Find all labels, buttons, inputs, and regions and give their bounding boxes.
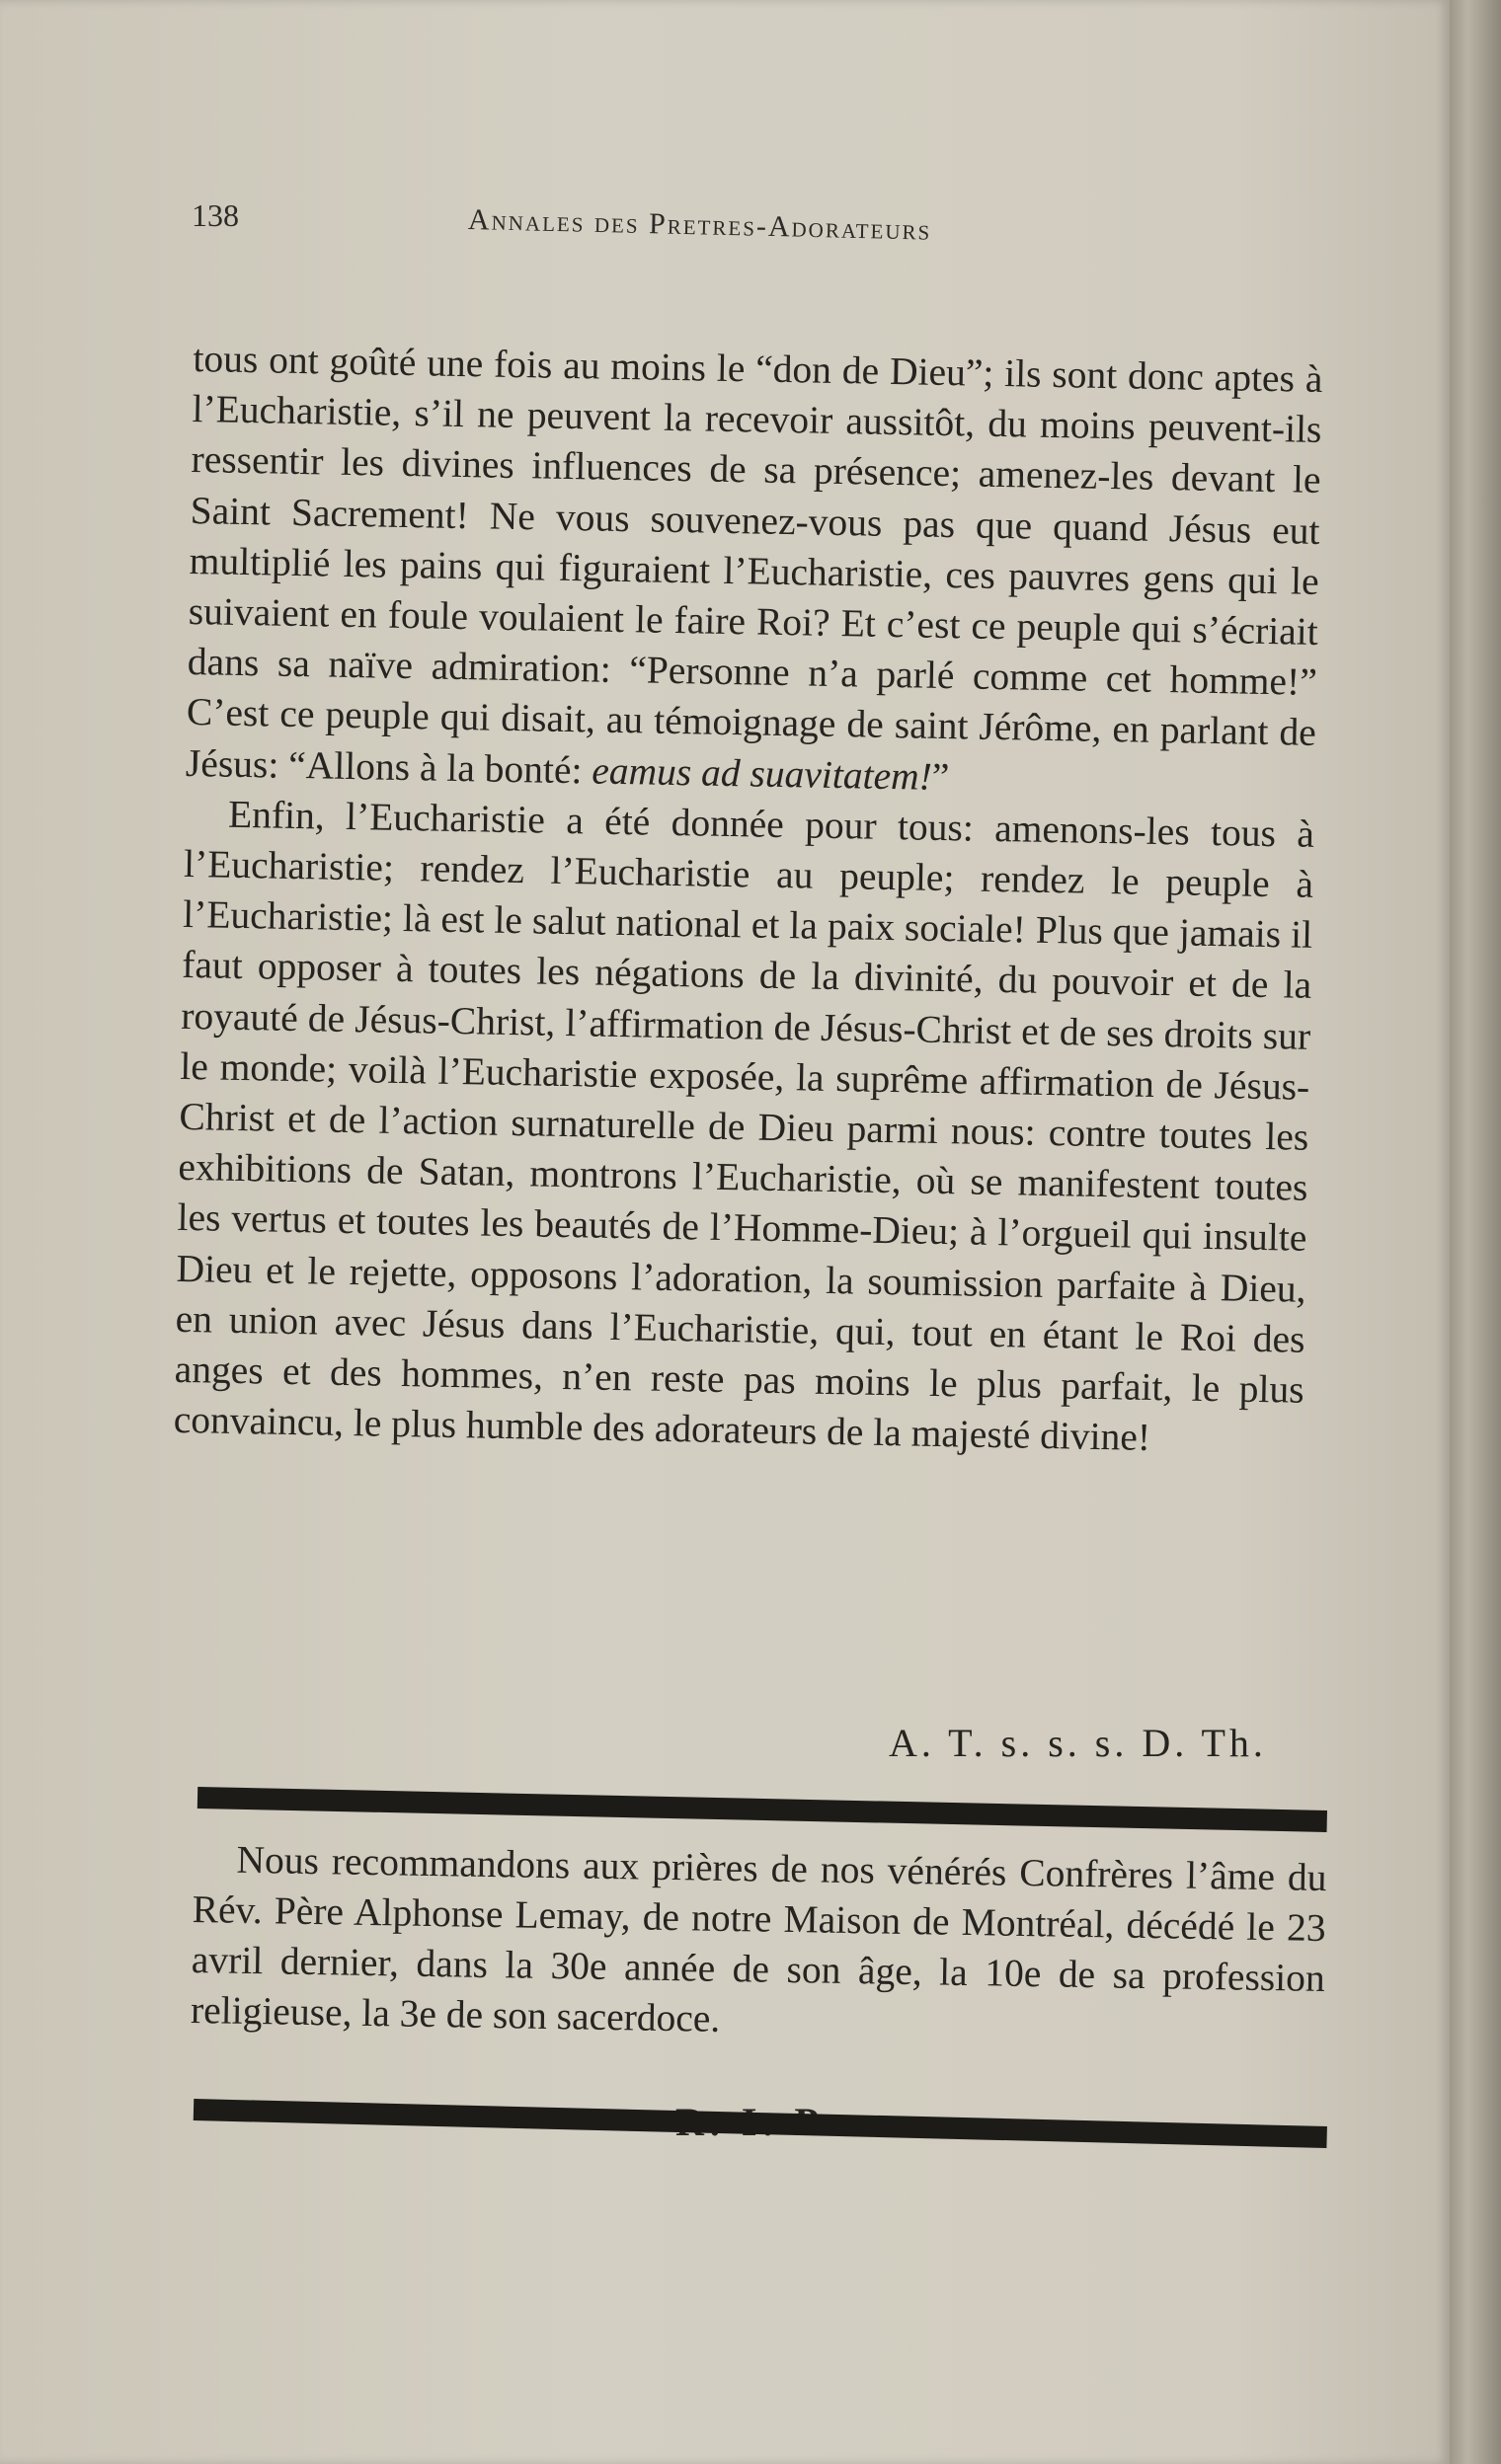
body-text — [173, 334, 1322, 1466]
paragraph: Enfin, l’Eucharistie a été donnée pour tous: amenons-les tous à l’Eucharistie; rendez l’Eucharistie au peuple; rendez le peuple à l’Eucharistie; là est le salut national et la paix sociale! Plus que jamais il faut opposer à toutes les négations de la divinité, du pouvoir et de la royauté de Jésus-Christ, l’affirmation de Jésus-Christ et de ses droits sur le monde; voilà l’Eucharistie exposée, la suprême affirmation de Jésus-Christ et de l’action surnaturelle de Dieu parmi nous: contre toutes les exhibitions de Satan, montrons l’Eucharistie, où se manifestent toutes les vertus et toutes les beautés de l’Homme-Dieu; à l’orgueil qui insulte Dieu et le rejette, opposons l’adoration, la soumission parfaite à Dieu, en union avec Jésus dans l’Eucharistie, qui, tout en étant le Roi des anges et des hommes, n’en reste pas moins le plus parfait, le plus convaincu, le plus humble des adorateurs de la majesté divine! — [173, 792, 1315, 1460]
closing-quote: ” — [931, 754, 950, 799]
running-title: Annales des Pretres-Adorateurs — [467, 203, 932, 247]
page-header — [192, 197, 1317, 257]
paragraph-text: tous ont goûté une fois au moins le “don de Dieu”; ils sont donc aptes à l’Eucharistie, s’il ne peuvent la recevoir aussitôt, du moins peuvent-ils ressentir les divines influences de sa présence; amenez-les devant le Saint Sacrement! Ne vous souvenez-vous pas que quand Jésus eut multiplié les pains qui figuraient l’Eucharistie, ces pauvres gens qui le suivaient en foule voulaient le faire Roi? Et c’est ce peuple qui s’écriait dans sa naïve admiration: “Personne n’a parlé comme cet homme!” C’est ce peuple qui disait, au témoignage de saint Jérôme, en parlant de Jésus: “Allons à la bonté: — [185, 336, 1323, 792]
paragraph — [186, 334, 1323, 809]
obituary-notice — [191, 1834, 1327, 2054]
page-edge — [1450, 0, 1501, 2464]
latin-quote: eamus ad suavitatem! — [591, 748, 933, 799]
divider-rule — [198, 1787, 1327, 1832]
notice-text: Nous recommandons aux prières de nos vénérés Confrères l’âme du Rév. Père Alphonse Lemay, de notre Maison de Montréal, décédé le 23 avril dernier, dans la 30e année de son âge, la 10e de sa profession religieuse, la 3e de son sacerdoce. — [190, 1837, 1327, 2040]
page-number: 138 — [192, 197, 239, 233]
signature: A. T. s. s. s. D. Th. — [889, 1721, 1267, 1765]
